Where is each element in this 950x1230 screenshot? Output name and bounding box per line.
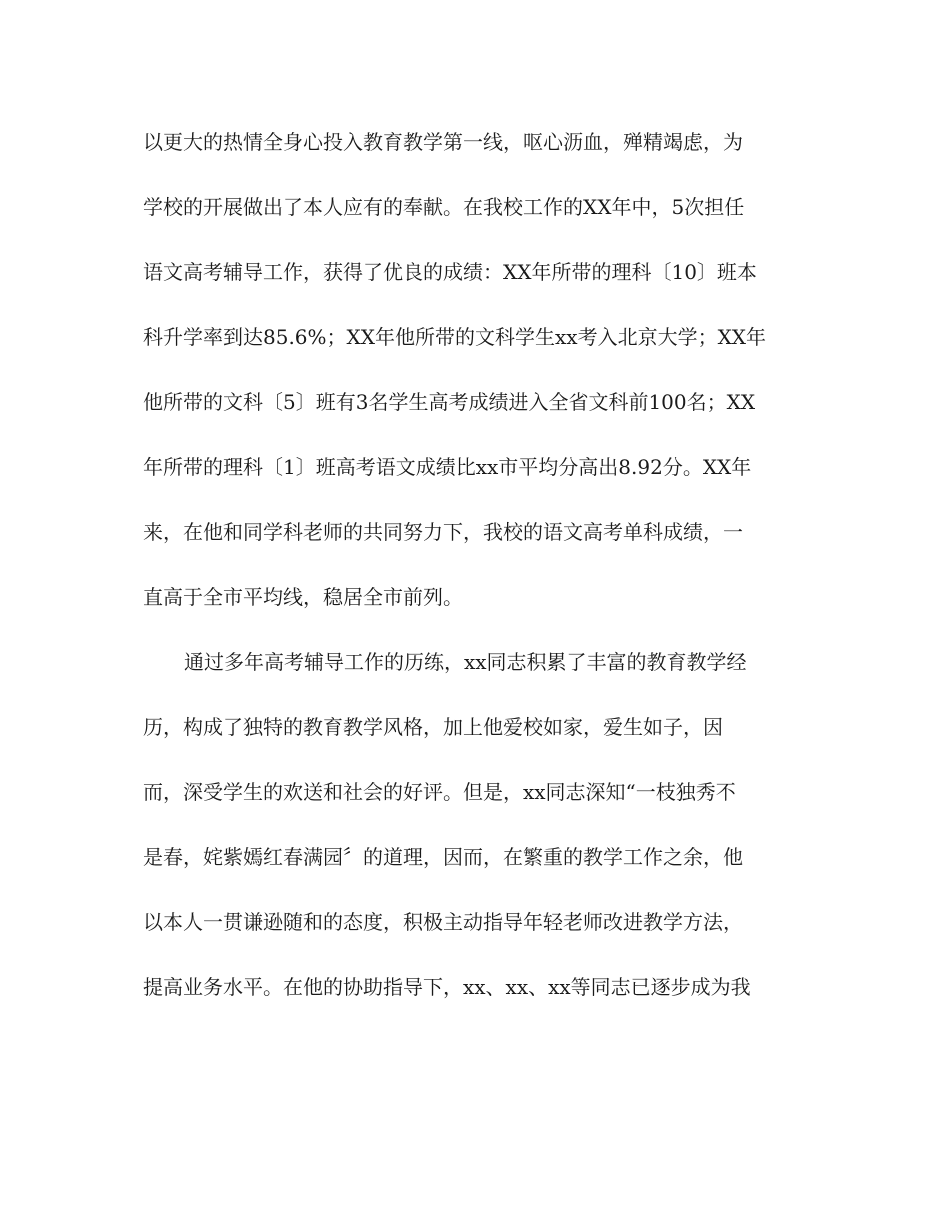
text-line: 提高业务水平。在他的协助指导下，xx、xx、xx等同志已逐步成为我	[143, 975, 751, 999]
text-line: 科升学率到达85.6%；XX年他所带的文科学生xx考入北京大学；XX年	[143, 325, 767, 349]
text-line: 他所带的文科〔5〕班有3名学生高考成绩进入全省文科前100名；XX	[143, 390, 756, 414]
text-line: 是春，姹紫嫣红春满园〞的道理，因而，在繁重的教学工作之余，他	[143, 845, 743, 869]
text-line: 历，构成了独特的教育教学风格，加上他爱校如家，爱生如子，因	[143, 715, 723, 739]
text-line: 年所带的理科〔1〕班高考语文成绩比xx市平均分高出8.92分。XX年	[143, 455, 752, 479]
text-line: 以更大的热情全身心投入教育教学第一线，呕心沥血，殚精竭虑，为	[143, 130, 743, 154]
text-line: 而，深受学生的欢送和社会的好评。但是，xx同志深知“一枝独秀不	[143, 780, 736, 804]
text-line: 直高于全市平均线，稳居全市前列。	[143, 585, 463, 609]
body-text	[143, 110, 813, 1020]
text-line: 学校的开展做出了本人应有的奉献。在我校工作的XX年中，5次担任	[143, 195, 745, 219]
text-line: 语文高考辅导工作，获得了优良的成绩：XX年所带的理科〔10〕班本	[143, 260, 757, 284]
text-line: 以本人一贯谦逊随和的态度，积极主动指导年轻老师改进教学方法，	[143, 910, 743, 934]
paragraph-start-line: 通过多年高考辅导工作的历练，xx同志积累了丰富的教育教学经	[184, 650, 747, 674]
text-line: 来，在他和同学科老师的共同努力下，我校的语文高考单科成绩，一	[143, 520, 743, 544]
